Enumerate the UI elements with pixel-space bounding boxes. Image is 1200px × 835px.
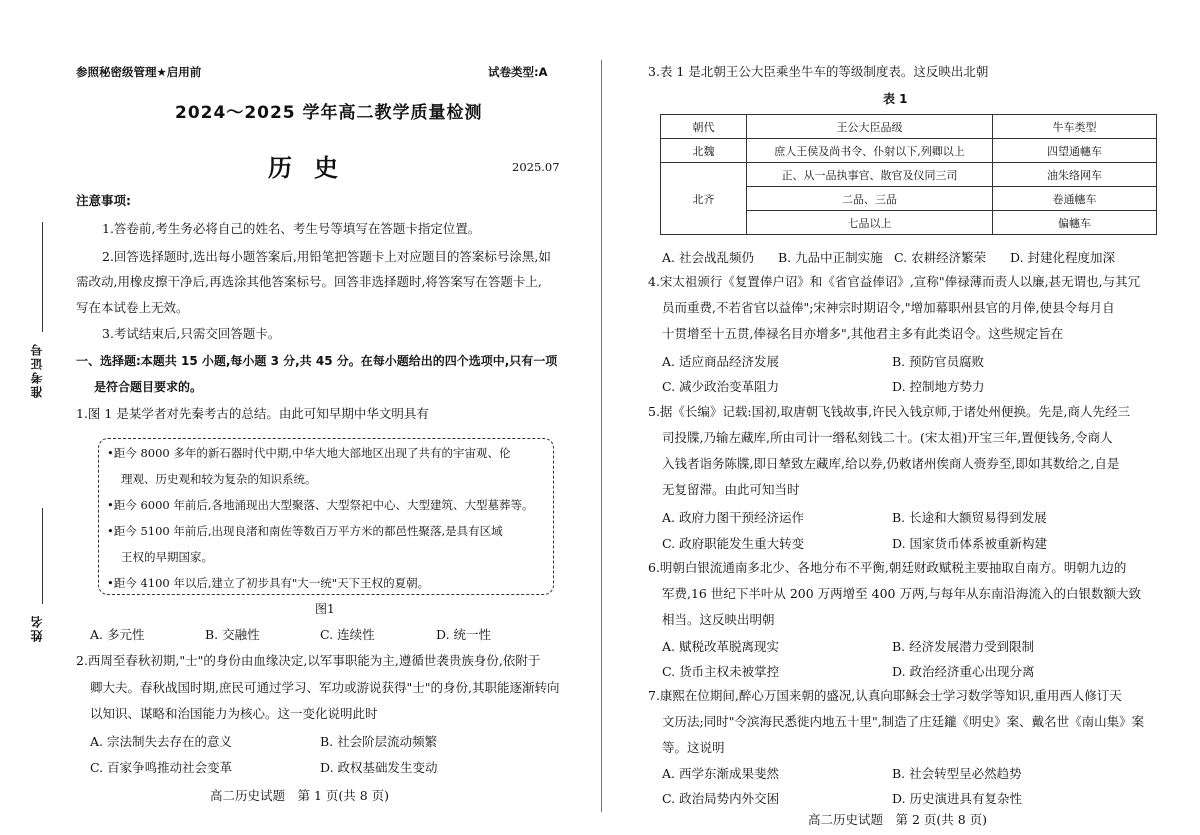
q1-option-c[interactable]: C. 连续性	[320, 627, 375, 642]
table-row	[661, 163, 1157, 187]
q2-stem-line: 卿大夫。春秋战国时期,庶民可通过学习、军功或游说获得"士"的身份,其职能逐渐转向	[90, 680, 560, 695]
q3-option-b[interactable]: B. 九品中正制实施	[778, 250, 883, 265]
section-heading: 一、选择题:本题共 15 小题,每小题 3 分,共 45 分。在每小题给出的四个选项中,只有一项	[76, 354, 558, 368]
q4-option-d[interactable]: D. 控制地方势力	[892, 379, 985, 394]
figure-item: •距今 4100 年以后,建立了初步具有"大一统"天下王权的夏朝。	[107, 576, 430, 590]
figure-item: •距今 5100 年前后,出现良渚和南佐等数百万平方米的都邑性聚落,是具有区域	[107, 524, 503, 538]
paper-type: 试卷类型:A	[488, 65, 548, 79]
table-header-cell: 王公大臣品级	[747, 115, 993, 139]
table-cell: 偏幰车	[993, 211, 1157, 235]
q1-option-b[interactable]: B. 交融性	[205, 627, 260, 642]
rank-table	[660, 114, 1157, 235]
figure-item: 王权的早期国家。	[121, 550, 213, 564]
notes-title: 注意事项:	[76, 193, 131, 208]
table-cell: 北魏	[661, 139, 747, 163]
note-line: 写在本试卷上无效。	[76, 300, 189, 315]
table-cell: 正、从一品执事官、散官及仪同三司	[747, 163, 993, 187]
page-footer: 高二历史试题 第 1 页(共 8 页)	[210, 788, 390, 803]
q1-option-d[interactable]: D. 统一性	[436, 627, 492, 642]
note-line: 3.考试结束后,只需交回答题卡。	[102, 326, 281, 341]
q7-option-b[interactable]: B. 社会转型呈必然趋势	[892, 766, 1022, 781]
q6-stem-line: 军费,16 世纪下半叶从 200 万两增至 400 万两,与每年从东南沿海流入的白银数额大致	[662, 586, 1141, 601]
table-cell: 卷通幰车	[993, 187, 1157, 211]
q4-option-b[interactable]: B. 预防官员腐败	[892, 354, 985, 369]
page-divider	[601, 60, 602, 812]
q7-stem-line: 文历法;同时"令滨海民悉徙内地五十里",制造了庄廷鑨《明史》案、戴名世《南山集》案	[662, 714, 1145, 729]
q4-option-c[interactable]: C. 减少政治变革阻力	[662, 379, 780, 394]
note-line: 1.答卷前,考生务必将自己的姓名、考生号等填写在答题卡指定位置。	[102, 221, 481, 236]
figure-item: •距今 8000 多年的新石器时代中期,中华大地大部地区出现了共有的宇宙观、伦	[107, 446, 511, 460]
q2-option-a[interactable]: A. 宗法制失去存在的意义	[90, 734, 232, 749]
table-cell: 北齐	[661, 163, 747, 235]
binding-line-top	[42, 222, 43, 332]
q5-option-d[interactable]: D. 国家货币体系被重新构建	[892, 536, 1048, 551]
table-cell: 油朱络网车	[993, 163, 1157, 187]
q2-option-c[interactable]: C. 百家争鸣推动社会变革	[90, 760, 233, 775]
binding-line-bottom	[42, 508, 43, 604]
table-header-cell: 牛车类型	[993, 115, 1157, 139]
q3-option-d[interactable]: D. 封建化程度加深	[1010, 250, 1116, 265]
security-header: 参照秘密级管理★启用前	[76, 65, 202, 79]
q2-option-d[interactable]: D. 政权基础发生变动	[320, 760, 438, 775]
exam-date: 2025.07	[512, 160, 560, 174]
exam-id-label: 准考证号	[30, 342, 44, 398]
q7-option-c[interactable]: C. 政治局势内外交困	[662, 791, 780, 806]
q2-option-b[interactable]: B. 社会阶层流动频繁	[320, 734, 438, 749]
q7-option-d[interactable]: D. 历史演进具有复杂性	[892, 791, 1023, 806]
q4-option-a[interactable]: A. 适应商品经济发展	[662, 354, 779, 369]
note-line: 需改动,用橡皮擦干净后,再选涂其他答案标号。回答非选择题时,将答案写在答题卡上,	[76, 274, 542, 289]
table-cell: 四望通幰车	[993, 139, 1157, 163]
figure-caption: 图1	[315, 602, 335, 616]
q5-option-b[interactable]: B. 长途和大额贸易得到发展	[892, 510, 1047, 525]
table-cell: 七品以上	[747, 211, 993, 235]
q6-option-c[interactable]: C. 货币主权未被掌控	[662, 664, 780, 679]
q5-stem-line: 入钱者诣务陈牒,即日辇致左藏库,给以券,仍敕诸州俟商人赍券至,即如其数给之,自是	[662, 456, 1120, 471]
q4-stem-line: 十贯增至十五贯,俸禄名目亦增多",其他君主多有此类诏令。这些规定旨在	[662, 326, 1064, 341]
name-label: 姓名	[30, 614, 44, 642]
exam-title: 2024～2025 学年高二教学质量检测	[175, 103, 483, 123]
table-row	[661, 139, 1157, 163]
q5-option-a[interactable]: A. 政府力图干预经济运作	[662, 510, 804, 525]
table-caption: 表 1	[883, 92, 908, 106]
page-footer: 高二历史试题 第 2 页(共 8 页)	[808, 812, 988, 827]
figure-item: •距今 6000 年前后,各地涌现出大型聚落、大型祭祀中心、大型建筑、大型墓葬等。	[107, 498, 534, 512]
q5-stem-line: 司投牒,乃输左藏库,所由司计一缗私刻钱二十。(宋太祖)开宝三年,置便钱务,令商人	[662, 430, 1113, 445]
table-cell: 庶人王侯及尚书令、仆射以下,列卿以上	[747, 139, 993, 163]
q6-stem-line: 6.明朝白银流通南多北少、各地分布不平衡,朝廷财政赋税主要抽取自南方。明朝九边的	[648, 560, 1127, 575]
q3-option-c[interactable]: C. 农耕经济繁荣	[894, 250, 987, 265]
q4-stem-line: 4.宋太祖颁行《复置俸户诏》和《省官益俸诏》,宣称"俸禄薄而责人以廉,甚无谓也,与其冗	[648, 274, 1141, 289]
q5-option-c[interactable]: C. 政府职能发生重大转变	[662, 536, 805, 551]
q6-option-d[interactable]: D. 政治经济重心出现分离	[892, 664, 1035, 679]
q7-stem-line: 等。这说明	[662, 740, 725, 755]
table-header-row	[661, 115, 1157, 139]
q3-stem: 3.表 1 是北朝王公大臣乘坐牛车的等级制度表。这反映出北朝	[648, 64, 989, 79]
table-cell: 二品、三品	[747, 187, 993, 211]
q2-stem-line: 2.西周至春秋初期,"士"的身份由血缘决定,以军事职能为主,遵循世袭贵族身份,依附于	[76, 653, 541, 668]
figure-item: 理观、历史观和较为复杂的知识系统。	[121, 472, 317, 486]
q1-stem: 1.图 1 是某学者对先秦考古的总结。由此可知早期中华文明具有	[76, 406, 429, 421]
q4-stem-line: 员而重费,不若省官以益俸";宋神宗时期诏令,"增加幕职州县官的月俸,使县令每月自	[662, 300, 1115, 315]
q6-option-b[interactable]: B. 经济发展潜力受到限制	[892, 639, 1035, 654]
q1-figure-box	[98, 438, 554, 595]
q6-stem-line: 相当。这反映出明朝	[662, 612, 775, 627]
q3-option-a[interactable]: A. 社会战乱频仍	[662, 250, 754, 265]
table-header-cell: 朝代	[661, 115, 747, 139]
q5-stem-line: 5.据《长编》记载:国初,取唐朝飞钱故事,许民入钱京师,于诸处州便换。先是,商人先经三	[648, 404, 1131, 419]
q5-stem-line: 无复留滞。由此可知当时	[662, 482, 800, 497]
q2-stem-line: 以知识、谋略和治国能力为核心。这一变化说明此时	[90, 706, 378, 721]
q6-option-a[interactable]: A. 赋税改革脱离现实	[662, 639, 779, 654]
subject-title: 历史	[268, 154, 360, 182]
q7-option-a[interactable]: A. 西学东渐成果斐然	[662, 766, 779, 781]
note-line: 2.回答选择题时,选出每小题答案后,用铅笔把答题卡上对应题目的答案标号涂黑,如	[102, 249, 551, 264]
q7-stem-line: 7.康熙在位期间,醉心万国来朝的盛况,认真向耶稣会士学习数学等知识,重用西人修订天	[648, 688, 1122, 703]
section-heading-cont: 是符合题目要求的。	[94, 380, 203, 394]
q1-option-a[interactable]: A. 多元性	[90, 627, 145, 642]
